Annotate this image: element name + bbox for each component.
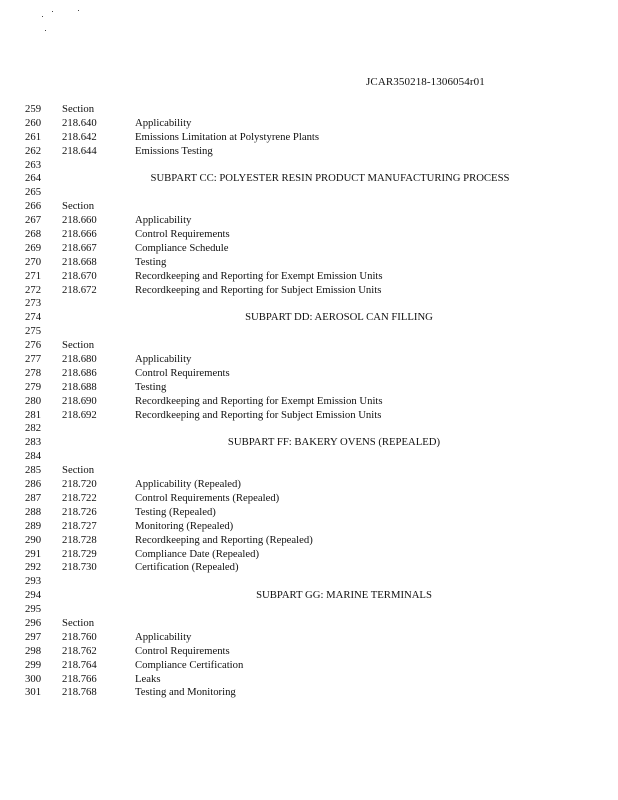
line-number: 267: [25, 214, 42, 227]
line-number: 278: [25, 366, 42, 379]
table-of-contents-line: [0, 422, 618, 436]
table-of-contents-line: [0, 603, 618, 617]
table-of-contents-line: [0, 450, 618, 464]
line-number: 282: [25, 422, 42, 435]
section-number: Section: [62, 616, 95, 629]
section-title: Control Requirements: [135, 366, 230, 379]
line-number: 260: [25, 116, 42, 129]
section-number: 218.764: [62, 658, 97, 671]
section-title: Emissions Limitation at Polystyrene Plants: [135, 130, 320, 143]
line-number: 275: [25, 325, 42, 338]
table-of-contents-line: [0, 325, 618, 339]
line-number: 269: [25, 241, 42, 254]
table-of-contents-line: [0, 297, 618, 311]
table-of-contents-line: [0, 673, 618, 687]
line-number: 299: [25, 658, 42, 671]
table-of-contents-line: [0, 228, 618, 242]
section-title: Applicability: [135, 630, 192, 643]
table-of-contents-line: [0, 520, 618, 534]
section-number: 218.666: [62, 228, 97, 241]
section-title: Recordkeeping and Reporting for Exempt Emission Units: [135, 394, 383, 407]
line-number: 277: [25, 353, 42, 366]
section-title: Control Requirements: [135, 644, 230, 657]
line-number: 285: [25, 464, 42, 477]
line-number: 291: [25, 547, 42, 560]
section-number: 218.667: [62, 241, 97, 254]
section-title: Recordkeeping and Reporting for Exempt Emission Units: [135, 269, 383, 282]
section-title: Compliance Date (Repealed): [135, 547, 260, 560]
line-number: 274: [25, 311, 42, 324]
table-of-contents-line: [0, 381, 618, 395]
table-of-contents-line: [0, 617, 618, 631]
line-number: 292: [25, 561, 42, 574]
section-number: 218.644: [62, 144, 97, 157]
section-number: 218.727: [62, 519, 97, 532]
section-number: 218.686: [62, 366, 97, 379]
line-number: 276: [25, 339, 42, 352]
line-number: 295: [25, 603, 42, 616]
section-title: Testing: [135, 255, 167, 268]
table-of-contents-line: [0, 200, 618, 214]
scan-specks: [40, 8, 100, 38]
section-title: Emissions Testing: [135, 144, 213, 157]
section-number: 218.728: [62, 533, 97, 546]
section-title: Leaks: [135, 672, 161, 685]
section-title: Monitoring (Repealed): [135, 519, 234, 532]
section-number: 218.722: [62, 491, 97, 504]
table-of-contents-line: [0, 631, 618, 645]
line-number: 271: [25, 269, 42, 282]
table-of-contents-line: [0, 478, 618, 492]
table-of-contents-line: [0, 534, 618, 548]
line-number: 281: [25, 408, 42, 421]
section-title: Control Requirements (Repealed): [135, 491, 280, 504]
line-number: 300: [25, 672, 42, 685]
table-of-contents-line: [0, 339, 618, 353]
table-of-contents-line: [0, 492, 618, 506]
line-number: 293: [25, 575, 42, 588]
table-of-contents-line: [0, 159, 618, 173]
section-number: 218.690: [62, 394, 97, 407]
table-of-contents-line: [0, 645, 618, 659]
table-of-contents-line: [0, 367, 618, 381]
table-of-contents-line: [0, 117, 618, 131]
section-number: Section: [62, 200, 95, 213]
section-number: 218.692: [62, 408, 97, 421]
section-number: Section: [62, 339, 95, 352]
line-number: 279: [25, 380, 42, 393]
table-of-contents-line: [0, 561, 618, 575]
section-number: 218.642: [62, 130, 97, 143]
table-of-contents-line: [0, 506, 618, 520]
section-title: Recordkeeping and Reporting for Subject Emission Units: [135, 408, 382, 421]
line-number: 297: [25, 630, 42, 643]
document-body: [0, 103, 618, 700]
table-of-contents-line: [0, 270, 618, 284]
section-number: 218.670: [62, 269, 97, 282]
section-title: Certification (Repealed): [135, 561, 239, 574]
table-of-contents-line: [0, 548, 618, 562]
table-of-contents-line: [0, 214, 618, 228]
line-number: 268: [25, 228, 42, 241]
section-number: 218.768: [62, 686, 97, 699]
table-of-contents-line: [0, 409, 618, 423]
section-number: 218.672: [62, 283, 97, 296]
subpart-heading: SUBPART CC: POLYESTER RESIN PRODUCT MANUFACTURING PROCESS: [150, 172, 510, 185]
line-number: 296: [25, 616, 42, 629]
section-title: Recordkeeping and Reporting for Subject Emission Units: [135, 283, 382, 296]
table-of-contents-line: [0, 464, 618, 478]
section-number: 218.720: [62, 478, 97, 491]
line-number: 283: [25, 436, 42, 449]
section-title: Testing (Repealed): [135, 505, 216, 518]
section-number: Section: [62, 103, 95, 115]
line-number: 288: [25, 505, 42, 518]
section-number: 218.660: [62, 214, 97, 227]
table-of-contents-line: [0, 145, 618, 159]
subpart-heading: SUBPART DD: AEROSOL CAN FILLING: [245, 311, 433, 324]
section-number: 218.668: [62, 255, 97, 268]
table-of-contents-line: [0, 284, 618, 298]
line-number: 262: [25, 144, 42, 157]
table-of-contents-line: [0, 575, 618, 589]
line-number: 265: [25, 186, 42, 199]
section-title: Control Requirements: [135, 228, 230, 241]
line-number: 289: [25, 519, 42, 532]
subpart-heading-line: [0, 436, 618, 450]
section-number: 218.640: [62, 116, 97, 129]
line-number: 261: [25, 130, 42, 143]
section-title: Applicability: [135, 116, 192, 129]
line-number: 280: [25, 394, 42, 407]
table-of-contents-line: [0, 395, 618, 409]
table-of-contents-line: [0, 686, 618, 700]
table-of-contents-line: [0, 131, 618, 145]
line-number: 264: [25, 172, 42, 185]
subpart-heading-line: [0, 172, 618, 186]
table-of-contents-line: [0, 186, 618, 200]
line-number: 298: [25, 644, 42, 657]
line-number: 301: [25, 686, 42, 699]
section-number: Section: [62, 464, 95, 477]
section-number: 218.729: [62, 547, 97, 560]
table-of-contents-line: [0, 659, 618, 673]
section-number: 218.730: [62, 561, 97, 574]
section-number: 218.680: [62, 353, 97, 366]
subpart-heading: SUBPART GG: MARINE TERMINALS: [256, 589, 432, 602]
section-title: Recordkeeping and Reporting (Repealed): [135, 533, 313, 546]
line-number: 284: [25, 450, 42, 463]
table-of-contents-line: [0, 103, 618, 117]
line-number: 272: [25, 283, 42, 296]
section-title: Applicability (Repealed): [135, 478, 241, 491]
section-title: Testing: [135, 380, 167, 393]
line-number: 294: [25, 589, 42, 602]
table-of-contents-line: [0, 353, 618, 367]
line-number: 273: [25, 297, 42, 310]
section-number: 218.760: [62, 630, 97, 643]
line-number: 290: [25, 533, 42, 546]
line-number: 259: [25, 103, 42, 115]
section-number: 218.766: [62, 672, 97, 685]
subpart-heading: SUBPART FF: BAKERY OVENS (REPEALED): [227, 436, 441, 449]
section-number: 218.688: [62, 380, 97, 393]
table-of-contents-line: [0, 256, 618, 270]
section-number: 218.762: [62, 644, 97, 657]
subpart-heading-line: [0, 311, 618, 325]
section-title: Applicability: [135, 214, 192, 227]
line-number: 263: [25, 158, 42, 171]
table-of-contents-line: [0, 242, 618, 256]
line-number: 287: [25, 491, 42, 504]
section-title: Compliance Schedule: [135, 241, 229, 254]
line-number: 270: [25, 255, 42, 268]
section-title: Compliance Certification: [135, 658, 244, 671]
subpart-heading-line: [0, 589, 618, 603]
section-number: 218.726: [62, 505, 97, 518]
section-title: Testing and Monitoring: [135, 686, 236, 699]
line-number: 266: [25, 200, 42, 213]
line-number: 286: [25, 478, 42, 491]
document-id: JCAR350218-1306054r01: [366, 76, 485, 88]
section-title: Applicability: [135, 353, 192, 366]
